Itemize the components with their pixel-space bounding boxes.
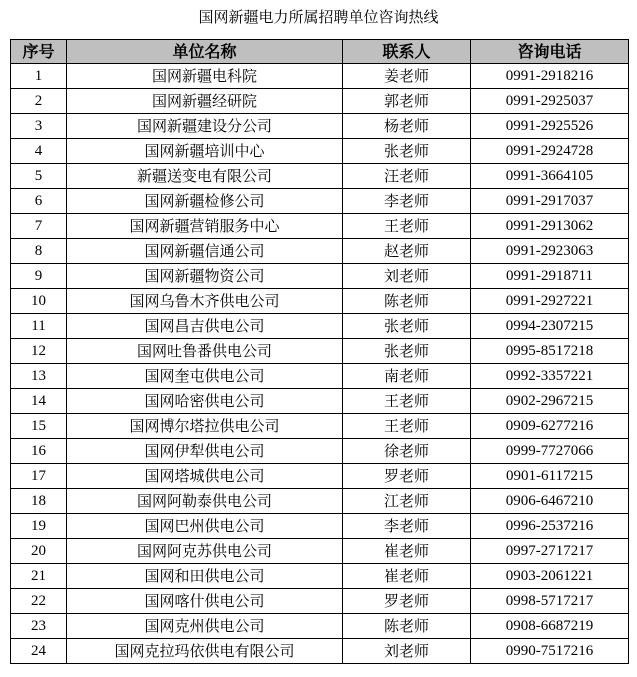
table-row [11,164,629,189]
unit-name-cell: 国网克州供电公司 [67,614,343,639]
row-number: 19 [11,514,67,539]
unit-name-cell: 国网新疆物资公司 [67,264,343,289]
unit-name-cell: 国网新疆营销服务中心 [67,214,343,239]
row-number: 16 [11,439,67,464]
row-number: 3 [11,114,67,139]
row-number: 12 [11,339,67,364]
phone-cell: 0999-7727066 [471,439,629,464]
phone-cell: 0991-2925037 [471,89,629,114]
row-number: 18 [11,489,67,514]
unit-name-cell: 国网塔城供电公司 [67,464,343,489]
contact-cell: 刘老师 [343,264,471,289]
column-header-contact: 联系人 [343,40,471,64]
phone-cell: 0903-2061221 [471,564,629,589]
table-row [11,239,629,264]
unit-name-cell: 新疆送变电有限公司 [67,164,343,189]
phone-cell: 0991-2927221 [471,289,629,314]
table-row [11,489,629,514]
unit-name-cell: 国网昌吉供电公司 [67,314,343,339]
phone-cell: 0906-6467210 [471,489,629,514]
contact-cell: 姜老师 [343,64,471,89]
unit-name-cell: 国网阿勒泰供电公司 [67,489,343,514]
page-title: 国网新疆电力所属招聘单位咨询热线 [198,8,439,26]
contact-cell: 陈老师 [343,614,471,639]
row-number: 5 [11,164,67,189]
row-number: 15 [11,414,67,439]
phone-cell: 0994-2307215 [471,314,629,339]
table-row [11,64,629,89]
phone-cell: 0902-2967215 [471,389,629,414]
table-header [11,40,629,64]
contact-cell: 赵老师 [343,239,471,264]
row-number: 21 [11,564,67,589]
contact-cell: 王老师 [343,389,471,414]
contact-cell: 王老师 [343,414,471,439]
row-number: 22 [11,589,67,614]
contact-cell: 李老师 [343,514,471,539]
table-row [11,464,629,489]
unit-name-cell: 国网新疆信通公司 [67,239,343,264]
phone-cell: 0991-2923063 [471,239,629,264]
table-row [11,614,629,639]
phone-cell: 0909-6277216 [471,414,629,439]
row-number: 7 [11,214,67,239]
contact-cell: 罗老师 [343,589,471,614]
unit-name-cell: 国网新疆经研院 [67,89,343,114]
row-number: 4 [11,139,67,164]
unit-name-cell: 国网乌鲁木齐供电公司 [67,289,343,314]
table-row [11,264,629,289]
table-row [11,214,629,239]
unit-name-cell: 国网新疆建设分公司 [67,114,343,139]
unit-name-cell: 国网喀什供电公司 [67,589,343,614]
contact-cell: 杨老师 [343,114,471,139]
hotline-table [10,39,629,664]
phone-cell: 0901-6117215 [471,464,629,489]
unit-name-cell: 国网新疆电科院 [67,64,343,89]
contact-cell: 崔老师 [343,539,471,564]
column-header-unit-name: 单位名称 [67,40,343,64]
row-number: 24 [11,639,67,664]
phone-cell: 0991-2918711 [471,264,629,289]
contact-cell: 刘老师 [343,639,471,664]
header-row [11,40,629,64]
unit-name-cell: 国网哈密供电公司 [67,389,343,414]
unit-name-cell: 国网伊犁供电公司 [67,439,343,464]
table-row [11,89,629,114]
row-number: 6 [11,189,67,214]
contact-cell: 张老师 [343,314,471,339]
phone-cell: 0991-2924728 [471,139,629,164]
contact-cell: 南老师 [343,364,471,389]
phone-cell: 0998-5717217 [471,589,629,614]
contact-cell: 罗老师 [343,464,471,489]
row-number: 9 [11,264,67,289]
row-number: 13 [11,364,67,389]
phone-cell: 0991-3664105 [471,164,629,189]
row-number: 8 [11,239,67,264]
phone-cell: 0991-2917037 [471,189,629,214]
contact-cell: 江老师 [343,489,471,514]
contact-cell: 郭老师 [343,89,471,114]
contact-cell: 徐老师 [343,439,471,464]
row-number: 2 [11,89,67,114]
unit-name-cell: 国网吐鲁番供电公司 [67,339,343,364]
table-row [11,139,629,164]
phone-cell: 0991-2925526 [471,114,629,139]
table-row [11,189,629,214]
unit-name-cell: 国网巴州供电公司 [67,514,343,539]
unit-name-cell: 国网克拉玛依供电有限公司 [67,639,343,664]
table-row [11,389,629,414]
table-row [11,539,629,564]
unit-name-cell: 国网奎屯供电公司 [67,364,343,389]
table-row [11,414,629,439]
row-number: 20 [11,539,67,564]
unit-name-cell: 国网新疆检修公司 [67,189,343,214]
table-row [11,364,629,389]
row-number: 1 [11,64,67,89]
contact-cell: 张老师 [343,139,471,164]
table-row [11,289,629,314]
unit-name-cell: 国网新疆培训中心 [67,139,343,164]
phone-cell: 0996-2537216 [471,514,629,539]
table-row [11,564,629,589]
phone-cell: 0992-3357221 [471,364,629,389]
contact-cell: 崔老师 [343,564,471,589]
unit-name-cell: 国网博尔塔拉供电公司 [67,414,343,439]
row-number: 11 [11,314,67,339]
phone-cell: 0997-2717217 [471,539,629,564]
table-body [11,64,629,664]
contact-cell: 汪老师 [343,164,471,189]
contact-cell: 李老师 [343,189,471,214]
contact-cell: 陈老师 [343,289,471,314]
row-number: 17 [11,464,67,489]
unit-name-cell: 国网和田供电公司 [67,564,343,589]
table-row [11,639,629,664]
phone-cell: 0991-2913062 [471,214,629,239]
contact-cell: 王老师 [343,214,471,239]
table-row [11,114,629,139]
row-number: 10 [11,289,67,314]
contact-cell: 张老师 [343,339,471,364]
phone-cell: 0990-7517216 [471,639,629,664]
table-row [11,589,629,614]
table-row [11,339,629,364]
unit-name-cell: 国网阿克苏供电公司 [67,539,343,564]
column-header-phone: 咨询电话 [471,40,629,64]
phone-cell: 0908-6687219 [471,614,629,639]
table-row [11,514,629,539]
phone-cell: 0991-2918216 [471,64,629,89]
table-row [11,439,629,464]
row-number: 14 [11,389,67,414]
row-number: 23 [11,614,67,639]
phone-cell: 0995-8517218 [471,339,629,364]
column-header-number: 序号 [11,40,67,64]
table-row [11,314,629,339]
